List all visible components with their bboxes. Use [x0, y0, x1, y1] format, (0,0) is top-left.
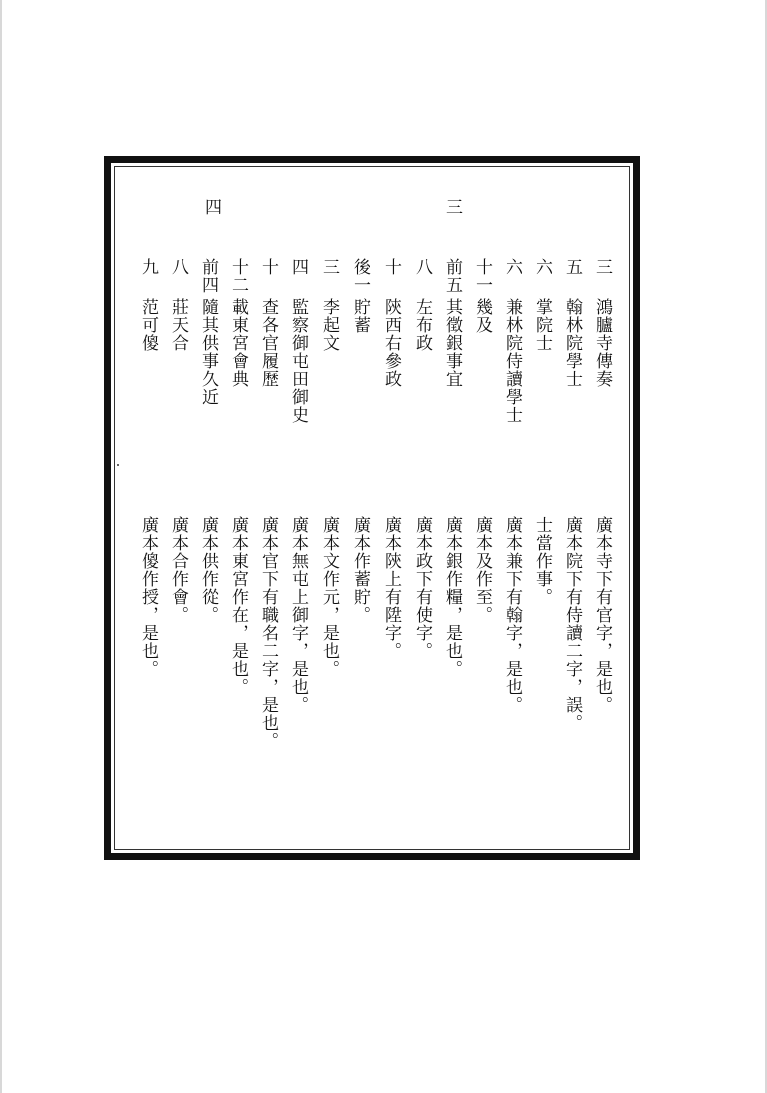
entry-note: 士當作事。	[532, 516, 552, 606]
entry-term: 范可傻	[138, 298, 158, 352]
section-heading: 四	[201, 198, 221, 216]
entry-note: 廣本供作從。	[198, 516, 218, 624]
entry-term: 隨其供事久近	[198, 298, 218, 406]
entry-term: 莊天合	[168, 298, 188, 352]
entry-term: 貯蓄	[350, 298, 370, 334]
entry-page-number: 前四	[198, 258, 218, 294]
entry-note: 廣本官下有職名二字，是也。	[258, 516, 278, 750]
entry-term: 李起文	[319, 298, 339, 352]
entry-note: 廣本及作至。	[472, 516, 492, 624]
entry-note: 廣本無屯上御字，是也。	[288, 516, 308, 714]
entry-note: 廣本政下有使字。	[412, 516, 432, 660]
entry-term: 翰林院學士	[562, 298, 582, 388]
entry-term: 兼林院侍讀學士	[502, 298, 522, 424]
entry-note: 廣本銀作糧，是也。	[442, 516, 462, 678]
entry-term: 幾及	[472, 298, 492, 334]
entry-term: 陝西右參政	[381, 298, 401, 388]
entry-term: 查各官履歷	[258, 298, 278, 388]
entry-note: 廣本合作會。	[168, 516, 188, 624]
entry-page-number: 十二	[228, 258, 248, 294]
entry-page-number: 五	[562, 258, 582, 276]
entry-page-number: 前五	[442, 258, 462, 294]
entry-page-number: 四	[288, 258, 308, 276]
entry-note: 廣本寺下有官字，是也。	[592, 516, 612, 714]
entry-note: 廣本東宮作在，是也。	[228, 516, 248, 696]
entry-note: 廣本陝上有陞字。	[381, 516, 401, 660]
entry-page-number: 三	[319, 258, 339, 276]
entry-page-number: 九	[138, 258, 158, 276]
entry-page-number: 八	[168, 258, 188, 276]
entry-page-number: 十	[381, 258, 401, 276]
section-heading: 三	[442, 198, 462, 216]
entry-note: 廣本傻作授，是也。	[138, 516, 158, 678]
page-edge-left	[0, 0, 2, 1093]
entry-page-number: 後一	[350, 258, 370, 294]
ink-speck	[117, 464, 119, 466]
entry-note: 廣本作蓄貯。	[350, 516, 370, 624]
entry-term: 監察御屯田御史	[288, 298, 308, 424]
entry-page-number: 六	[502, 258, 522, 276]
entry-term: 掌院士	[532, 298, 552, 352]
entry-note: 廣本文作元，是也。	[319, 516, 339, 678]
entry-term: 其徵銀事宜	[442, 298, 462, 388]
entry-page-number: 十一	[472, 258, 492, 294]
entry-term: 載東宮會典	[228, 298, 248, 388]
entry-note: 廣本院下有侍讀二字，誤。	[562, 516, 582, 732]
entry-page-number: 三	[592, 258, 612, 276]
entry-page-number: 十	[258, 258, 278, 276]
entry-note: 廣本兼下有翰字，是也。	[502, 516, 522, 714]
entry-term: 左布政	[412, 298, 432, 352]
entry-term: 鴻臚寺傳奏	[592, 298, 612, 388]
entry-page-number: 八	[412, 258, 432, 276]
entry-page-number: 六	[532, 258, 552, 276]
